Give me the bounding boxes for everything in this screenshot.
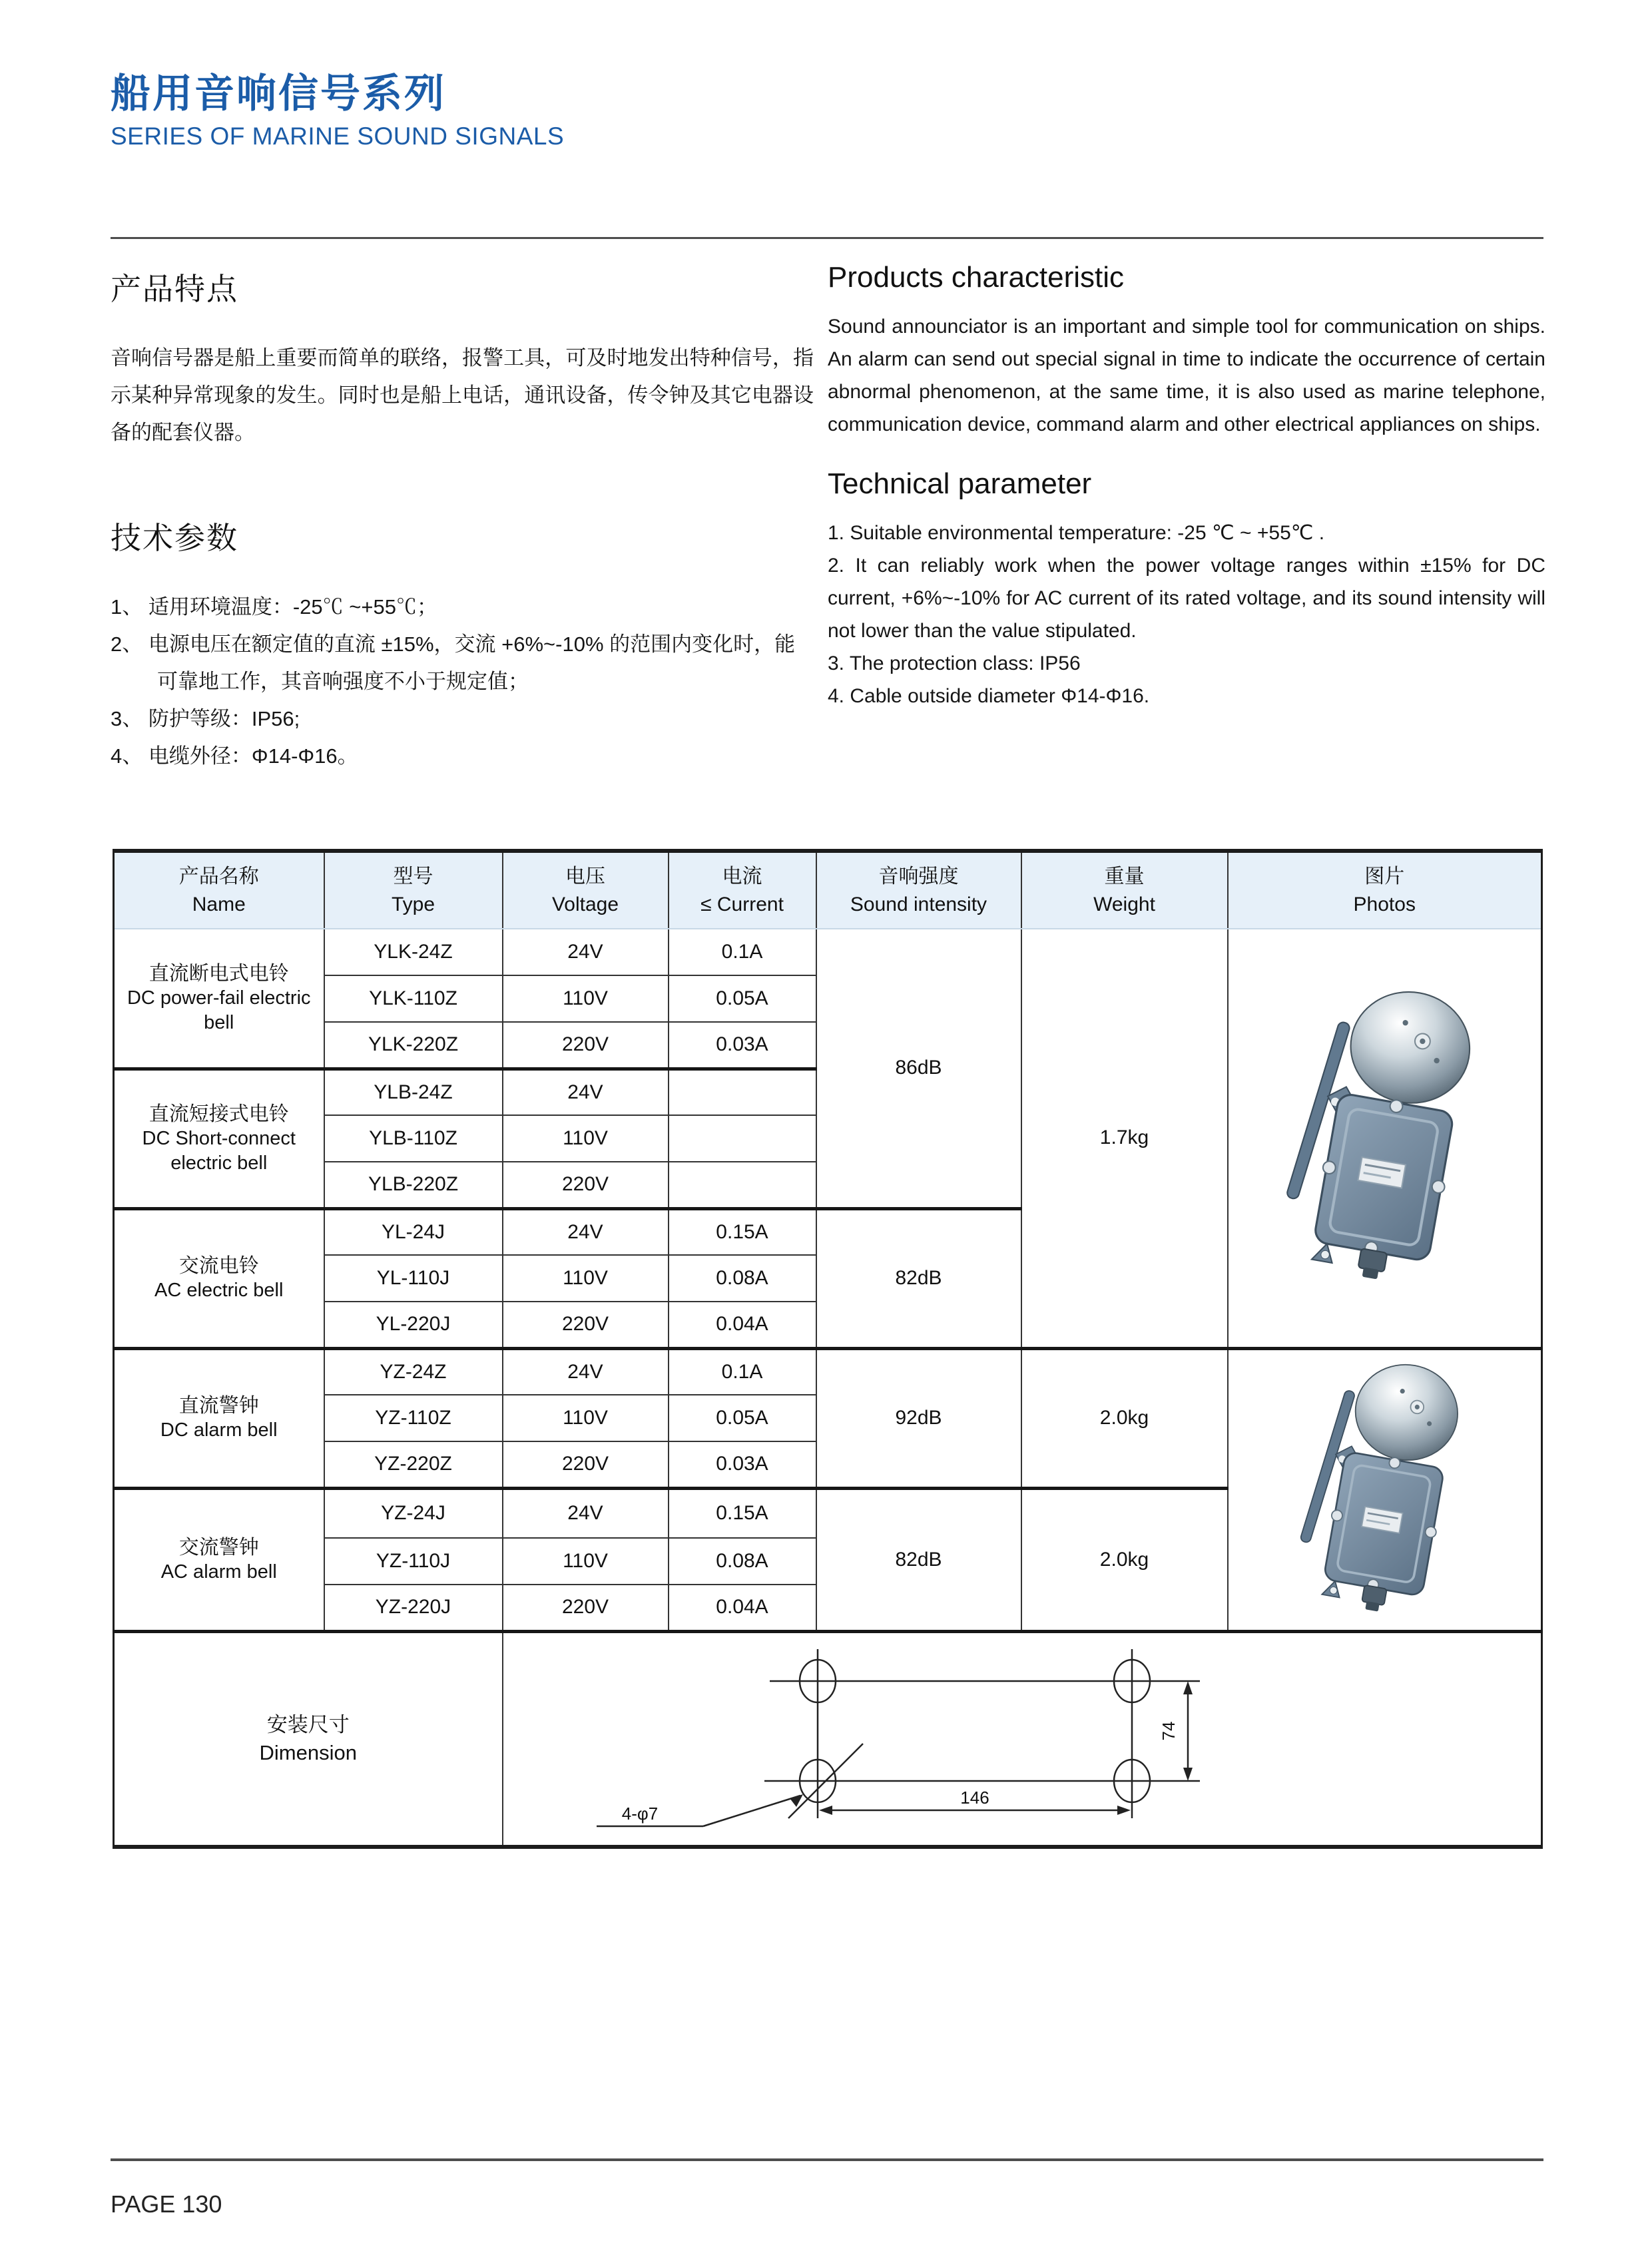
- tech-item-en: 4. Cable outside diameter Φ14-Φ16.: [828, 685, 1150, 707]
- voltage-cell: 110V: [503, 1115, 669, 1162]
- voltage-cell: 220V: [503, 1585, 669, 1631]
- current-cell: [669, 1069, 816, 1115]
- sound-intensity-cell: 82dB: [816, 1488, 1021, 1631]
- type-cell: YZ-110J: [324, 1538, 503, 1585]
- voltage-cell: 110V: [503, 1255, 669, 1302]
- column-chinese: [111, 265, 814, 775]
- current-cell: 0.08A: [669, 1255, 816, 1302]
- type-cell: YLB-24Z: [324, 1069, 503, 1115]
- marine-electric-bell-photo: [1280, 975, 1488, 1301]
- voltage-cell: 24V: [503, 1488, 669, 1538]
- col-header-voltage: 电压 Voltage: [503, 851, 669, 929]
- column-english: [828, 261, 1545, 712]
- product-name-cell: 直流短接式电铃 DC Short-connect electric bell: [114, 1069, 324, 1208]
- type-cell: YLB-110Z: [324, 1115, 503, 1162]
- voltage-cell: 220V: [503, 1441, 669, 1488]
- product-name-cell: 直流警钟 DC alarm bell: [114, 1348, 324, 1488]
- dimension-width-label: 146: [960, 1787, 989, 1808]
- weight-cell: 2.0kg: [1021, 1348, 1228, 1488]
- voltage-cell: 24V: [503, 1208, 669, 1255]
- current-cell: 0.03A: [669, 1022, 816, 1069]
- product-spec-table: [113, 849, 1543, 1849]
- table-row: [114, 1348, 1542, 1395]
- tech-item-zh: 4、 电缆外径：Φ14-Φ16。: [111, 744, 358, 768]
- current-cell: [669, 1162, 816, 1208]
- product-name-cell: 直流断电式电铃 DC power-fail electric bell: [114, 929, 324, 1069]
- product-photo-cell: [1228, 929, 1542, 1348]
- marine-alarm-bell-photo: [1294, 1350, 1474, 1630]
- dimension-label-cell: 安装尺寸 Dimension: [114, 1631, 503, 1847]
- type-cell: YL-24J: [324, 1208, 503, 1255]
- page-header: [111, 72, 564, 150]
- voltage-cell: 110V: [503, 1395, 669, 1441]
- current-cell: 0.1A: [669, 1348, 816, 1395]
- type-cell: YZ-220Z: [324, 1441, 503, 1488]
- features-body-zh: 音响信号器是船上重要而简单的联络，报警工具，可及时地发出特种信号，指示某种异常现象的发生。同时也是船上电话，通讯设备，传令钟及其它电器设备的配套仪器。: [111, 346, 814, 444]
- features-heading-zh: 产品特点: [111, 272, 238, 306]
- col-header-sound: 音响强度 Sound intensity: [816, 851, 1021, 929]
- features-heading-en: Products characteristic: [828, 261, 1125, 294]
- type-cell: YLB-220Z: [324, 1162, 503, 1208]
- header-divider: [111, 237, 1543, 239]
- col-header-photos: 图片 Photos: [1228, 851, 1542, 929]
- tech-item-zh: 3、 防护等级：IP56;: [111, 707, 300, 730]
- tech-item-en: 2. It can reliably work when the power voltage ranges within ±15% for DC current, +6%~-10% for AC current of its rated voltage, and its sound intensity will not lower than the value stipulated.: [828, 555, 1545, 642]
- voltage-cell: 220V: [503, 1162, 669, 1208]
- dimension-height-label: 74: [1158, 1721, 1179, 1740]
- dimension-hole-label: 4-φ7: [621, 1803, 658, 1824]
- type-cell: YLK-110Z: [324, 975, 503, 1022]
- tech-item-zh: 2、 电源电压在额定值的直流 ±15%，交流 +6%~-10% 的范围内变化时，能可靠地工作，其音响强度不小于规定值；: [111, 632, 796, 693]
- type-cell: YLK-24Z: [324, 929, 503, 975]
- table-header-row: [114, 851, 1542, 929]
- current-cell: [669, 1115, 816, 1162]
- product-photo-cell: [1228, 1348, 1542, 1631]
- current-cell: 0.04A: [669, 1585, 816, 1631]
- sound-intensity-cell: 92dB: [816, 1348, 1021, 1488]
- features-body-en: Sound announciator is an important and simple tool for communication on ships. An alarm can send out special signal in time to indicate the occurrence of certain abnormal phenomenon, at the same time, it is also used as marine telephone, communication device, command alarm and other electrical appliances on ships.: [828, 316, 1545, 435]
- col-header-current: 电流 ≤ Current: [669, 851, 816, 929]
- weight-cell: 1.7kg: [1021, 929, 1228, 1348]
- type-cell: YZ-24Z: [324, 1348, 503, 1395]
- type-cell: YL-110J: [324, 1255, 503, 1302]
- page-number: PAGE 130: [111, 2190, 222, 2218]
- type-cell: YZ-110Z: [324, 1395, 503, 1441]
- mounting-dimension-drawing: [503, 1631, 1542, 1847]
- tech-item-en: 1. Suitable environmental temperature: -25 ℃ ~ +55℃ .: [828, 522, 1325, 544]
- voltage-cell: 24V: [503, 929, 669, 975]
- voltage-cell: 110V: [503, 975, 669, 1022]
- current-cell: 0.08A: [669, 1538, 816, 1585]
- page-title-zh: 船用音响信号系列: [111, 71, 446, 116]
- type-cell: YLK-220Z: [324, 1022, 503, 1069]
- product-name-cell: 交流电铃 AC electric bell: [114, 1208, 324, 1348]
- col-header-name: 产品名称 Name: [114, 851, 324, 929]
- current-cell: 0.04A: [669, 1302, 816, 1348]
- current-cell: 0.05A: [669, 975, 816, 1022]
- tech-item-zh: 1、 适用环境温度：-25℃ ~+55℃；: [111, 595, 437, 619]
- product-name-cell: 交流警钟 AC alarm bell: [114, 1488, 324, 1631]
- tech-item-en: 3. The protection class: IP56: [828, 652, 1081, 674]
- voltage-cell: 220V: [503, 1302, 669, 1348]
- voltage-cell: 220V: [503, 1022, 669, 1069]
- tech-heading-en: Technical parameter: [828, 467, 1092, 500]
- type-cell: YL-220J: [324, 1302, 503, 1348]
- current-cell: 0.05A: [669, 1395, 816, 1441]
- sound-intensity-cell: 82dB: [816, 1208, 1021, 1348]
- tech-heading-zh: 技术参数: [111, 521, 238, 555]
- col-header-weight: 重量 Weight: [1021, 851, 1228, 929]
- sound-intensity-cell: 86dB: [816, 929, 1021, 1208]
- voltage-cell: 24V: [503, 1348, 669, 1395]
- dimension-drawing: [503, 1633, 1539, 1845]
- weight-cell: 2.0kg: [1021, 1488, 1228, 1631]
- voltage-cell: 110V: [503, 1538, 669, 1585]
- current-cell: 0.1A: [669, 929, 816, 975]
- current-cell: 0.15A: [669, 1208, 816, 1255]
- type-cell: YZ-220J: [324, 1585, 503, 1631]
- footer-divider: [111, 2158, 1543, 2161]
- col-header-type: 型号 Type: [324, 851, 503, 929]
- current-cell: 0.15A: [669, 1488, 816, 1538]
- tech-list-en: [828, 517, 1545, 712]
- type-cell: YZ-24J: [324, 1488, 503, 1538]
- table-row: [114, 929, 1542, 975]
- voltage-cell: 24V: [503, 1069, 669, 1115]
- tech-list-zh: [111, 589, 814, 775]
- dimension-row: [114, 1631, 1542, 1847]
- current-cell: 0.03A: [669, 1441, 816, 1488]
- page-title-en: SERIES OF MARINE SOUND SIGNALS: [111, 123, 565, 150]
